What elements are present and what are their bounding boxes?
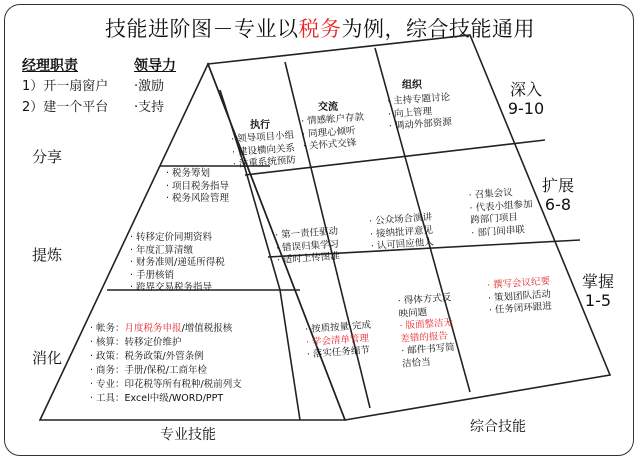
list-item: · 接纳批评意见 — [369, 224, 434, 240]
list-item: · 代表小组参加 — [469, 198, 533, 214]
list-item: · 项目税务指导 — [166, 180, 230, 192]
list-item: · 任务闭环跟进 — [488, 300, 553, 317]
list-item: · 适时上传图准 — [276, 250, 341, 267]
list-item: 洁恰当 — [401, 356, 432, 370]
list-item: · 年度汇算清缴 — [130, 244, 194, 256]
leadership-heading: 领导力 — [134, 58, 176, 74]
list-item: · 同理心倾听 — [301, 124, 356, 140]
general-row3-a-list — [305, 320, 374, 362]
list-item: · 跨界交易税务指导 — [130, 282, 213, 293]
list-item: · 版面整洁无 — [399, 317, 454, 332]
list-item: 跨部门项目 — [470, 211, 519, 227]
general-organize-heading: 组织 — [402, 80, 422, 91]
manager-duty-item: 1）开一扇窗户 — [22, 79, 109, 94]
page-title: 技能进阶图－专业以税务为例，综合技能通用 — [105, 17, 535, 41]
list-item: · 认可回应他人 — [370, 236, 435, 253]
professional-digest-list — [90, 322, 242, 406]
general-communicate-heading: 交流 — [318, 102, 338, 113]
list-item: · 召集会议 — [468, 187, 514, 202]
level-master: 掌握 1-5 — [581, 272, 614, 310]
list-item: · 错误归集学习 — [275, 238, 340, 254]
general-row2-b-list — [369, 212, 435, 254]
list-item: · 主持专题讨论 — [386, 91, 451, 108]
list-item: · 注重系统预防 — [232, 154, 297, 171]
list-item: · 公众场合演讲 — [368, 211, 433, 228]
manager-duties-heading: 经理职责 — [22, 58, 78, 74]
divider-right-1b — [245, 168, 280, 290]
general-skill-label: 综合技能 — [470, 419, 526, 435]
list-item: · 帐务：月度税务申报/增值税报核 — [90, 323, 233, 334]
general-communicate-list — [301, 112, 367, 154]
list-item: · 策划团队活动 — [487, 288, 552, 304]
general-row2-c-list — [468, 186, 534, 240]
list-item: · 学会清单管理 — [305, 332, 370, 348]
list-item: · 税务筹划 — [166, 168, 211, 179]
list-item: · 撰写会议纪要 — [486, 275, 551, 292]
professional-skill-label: 专业技能 — [160, 427, 216, 443]
list-item: 映问题 — [398, 306, 428, 320]
manager-duties-list — [22, 76, 108, 118]
general-row3-b-list — [397, 292, 456, 371]
list-item: · 领导项目小组 — [230, 129, 295, 146]
list-item: · 建设横向关系 — [231, 142, 296, 158]
list-item: 差错的报告 — [400, 330, 449, 345]
leadership-list — [134, 76, 164, 118]
list-item: · 调动外部资源 — [388, 116, 453, 133]
stage-refine: 提炼 — [32, 246, 63, 264]
list-item: · 落实任务细节 — [306, 344, 371, 361]
divider-right-1c — [280, 290, 300, 420]
list-item: · 工具：Excel中级/WORD/PPT — [90, 393, 224, 404]
list-item: · 政策：税务政策/外管条例 — [90, 351, 204, 362]
title-highlight: 税务 — [298, 17, 342, 41]
general-row2-a-list — [275, 226, 341, 268]
stage-share: 分享 — [32, 148, 63, 166]
list-item: · 商务：手册/保税/工商年检 — [90, 365, 207, 376]
list-item: · 关怀式交锋 — [302, 137, 357, 153]
leadership-item: ·激励 — [134, 79, 165, 94]
list-item: · 专业：印花税等所有税种/税前列支 — [90, 379, 242, 390]
professional-refine-list — [130, 232, 225, 295]
list-item: · 税务风险管理 — [166, 193, 230, 204]
professional-share-list — [166, 168, 229, 206]
general-execute-list — [231, 130, 297, 172]
general-execute-heading: 执行 — [250, 120, 270, 131]
level-deep: 深入 9-10 — [507, 80, 545, 118]
list-item: · 按质按量 完成 — [304, 319, 372, 336]
list-item: · 核算：转移定价维护 — [90, 337, 182, 348]
leadership-item: ·支持 — [134, 100, 165, 115]
list-item: · 财务准则/递延所得税 — [130, 257, 225, 268]
general-row3-c-list — [487, 276, 553, 318]
list-item: · 转移定价同期资料 — [130, 232, 213, 243]
level-expand: 扩展 6-8 — [541, 176, 574, 214]
manager-duty-item: 2）建一个平台 — [22, 100, 109, 115]
list-item: · 第一责任驱动 — [274, 225, 339, 242]
list-item: · 邮件书写简 — [400, 342, 456, 357]
list-item: · 情感帐户存款 — [300, 111, 365, 128]
list-item: · 部门间串联 — [470, 223, 526, 239]
list-item: · 手册核销 — [130, 269, 175, 281]
list-item: · 向上管理 — [387, 105, 433, 120]
general-organize-list — [387, 92, 453, 134]
list-item: · 得体方式反 — [397, 292, 452, 307]
stage-digest: 消化 — [32, 349, 63, 367]
